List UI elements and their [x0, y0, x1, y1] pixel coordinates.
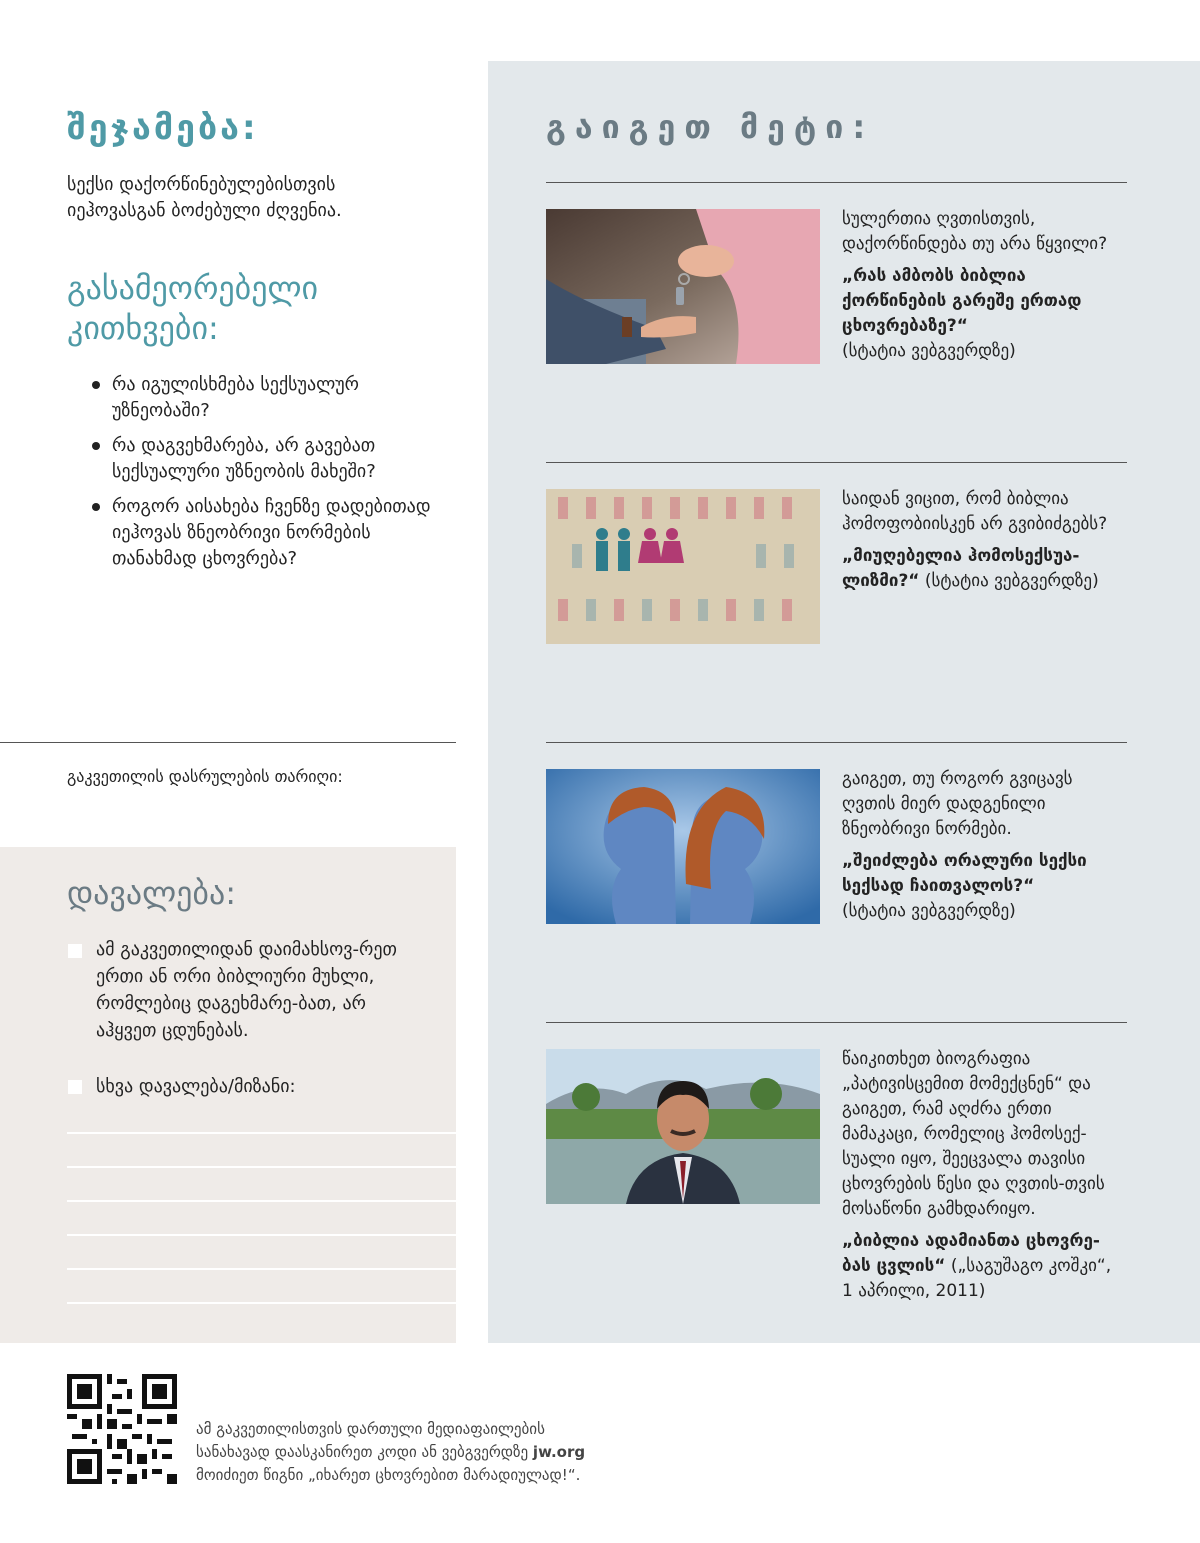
keys-handover-photo [546, 209, 820, 364]
assignment-item: სხვა დავალება/მიზანი: [96, 1076, 296, 1097]
article-text [842, 487, 1122, 594]
assignment-item: ამ გაკვეთილიდან დაიმახსოვ-რეთ ერთი ან ორი ბიბლიური მუხლი, რომლებიც დაგეხმარე-ბათ, არ აჰყვეთ ცდუნებას. [96, 939, 397, 1041]
write-line[interactable] [67, 1166, 456, 1168]
jw-org-link[interactable]: jw.org [532, 1443, 586, 1461]
article-source: („საგუშაგო კოშკი“, 1 აპრილი, 2011) [842, 1256, 1112, 1301]
write-line[interactable] [67, 1234, 456, 1236]
article-text [842, 767, 1122, 924]
article-source: (სტატია ვებგვერდზე) [842, 341, 1016, 361]
assignment-checkbox[interactable] [68, 944, 82, 958]
article-title-line [842, 544, 1122, 594]
review-heading [67, 268, 318, 348]
write-line[interactable] [67, 1132, 456, 1134]
divider [546, 1022, 1127, 1023]
article-text [842, 1047, 1122, 1304]
review-question: რა დაგვეხმარება, არ გავებათ სექსუალური უზნეობის მახეში? [92, 433, 442, 485]
review-heading-line2: კითხვები: [67, 309, 219, 347]
review-heading-line1: გასამეორებელი [67, 269, 319, 307]
completion-date-label: გაკვეთილის დასრულების თარიღი: [67, 767, 343, 786]
footer-line: მოიძიეთ წიგნი „იხარეთ ცხოვრებით მარადიულად!“. [196, 1466, 581, 1484]
footer-text [196, 1418, 756, 1487]
article-text [842, 207, 1122, 364]
footer-line-text: სანახავად დაასკანირეთ კოდი ან ვებგვერდზე [196, 1443, 533, 1461]
divider [546, 462, 1127, 463]
divider [546, 182, 1127, 183]
man-woman-profiles-illustration [546, 769, 820, 924]
article-link[interactable]: „შეიძლება ორალური სექსი სექსად ჩაითვალოს?“ [842, 851, 1087, 896]
summary-text: სექსი დაქორწინებულებისთვის იეჰოვასგან ბოძებული ძღვენია. [67, 174, 342, 221]
learn-more-heading: გაიგეთ მეტი: [546, 108, 875, 146]
assignment-checkbox[interactable] [68, 1080, 82, 1094]
footer-line: ამ გაკვეთილისთვის დართული მედიაფაილების [196, 1420, 545, 1438]
article-link[interactable]: „რას ამბობს ბიბლია ქორწინების გარეშე ერთად ცხოვრებაზე?“ [842, 266, 1082, 336]
article-link[interactable]: „მიუღებელია ჰომოსექსუა-ლიზმი?“ [842, 546, 1080, 591]
article-question: გაიგეთ, თუ როგორ გვიცავს ღვთის მიერ დადგენილი ზნეობრივი ნორმები. [842, 769, 1073, 839]
article-source: (სტატია ვებგვერდზე) [924, 571, 1099, 591]
write-line[interactable] [67, 1268, 456, 1270]
article-question: საიდან ვიცით, რომ ბიბლია ჰომოფობიისკენ არ გვიბიძგებს? [842, 489, 1108, 534]
review-question: როგორ აისახება ჩვენზე დადებითად იეჰოვას ზნეობრივი ნორმების თანახმად ცხოვრება? [92, 494, 442, 572]
people-figures-illustration [546, 489, 820, 644]
article-link[interactable]: „ბიბლია ადამიანთა ცხოვრე-ბას ცვლის“ [842, 1231, 1100, 1276]
divider [546, 742, 1127, 743]
write-line[interactable] [67, 1302, 456, 1304]
write-line[interactable] [67, 1200, 456, 1202]
article-source: (სტატია ვებგვერდზე) [842, 901, 1016, 921]
assignment-heading: დავალება: [67, 874, 236, 912]
article-title-line [842, 1229, 1122, 1304]
review-questions-list [92, 372, 442, 581]
review-question: რა იგულისხმება სექსუალურ უზნეობაში? [92, 372, 442, 424]
summary-heading: შეჯამება: [67, 108, 259, 148]
article-question: სულერთია ღვთისთვის, დაქორწინდება თუ არა წყვილი? [842, 209, 1108, 254]
footer-line [196, 1441, 756, 1464]
man-portrait-photo [546, 1049, 820, 1204]
qr-code[interactable] [67, 1374, 177, 1484]
article-question: წაიკითხეთ ბიოგრაფია „პატივისცემით მომექცნენ“ და გაიგეთ, რამ აღძრა ერთი მამაკაცი, რომელიც ჰომოსექ-სუალი იყო, შეეცვალა თავისი ცხოვრების წესი და ღვთის-თვის მოსაწონი გამხდარიყო. [842, 1049, 1105, 1219]
divider [0, 742, 456, 743]
